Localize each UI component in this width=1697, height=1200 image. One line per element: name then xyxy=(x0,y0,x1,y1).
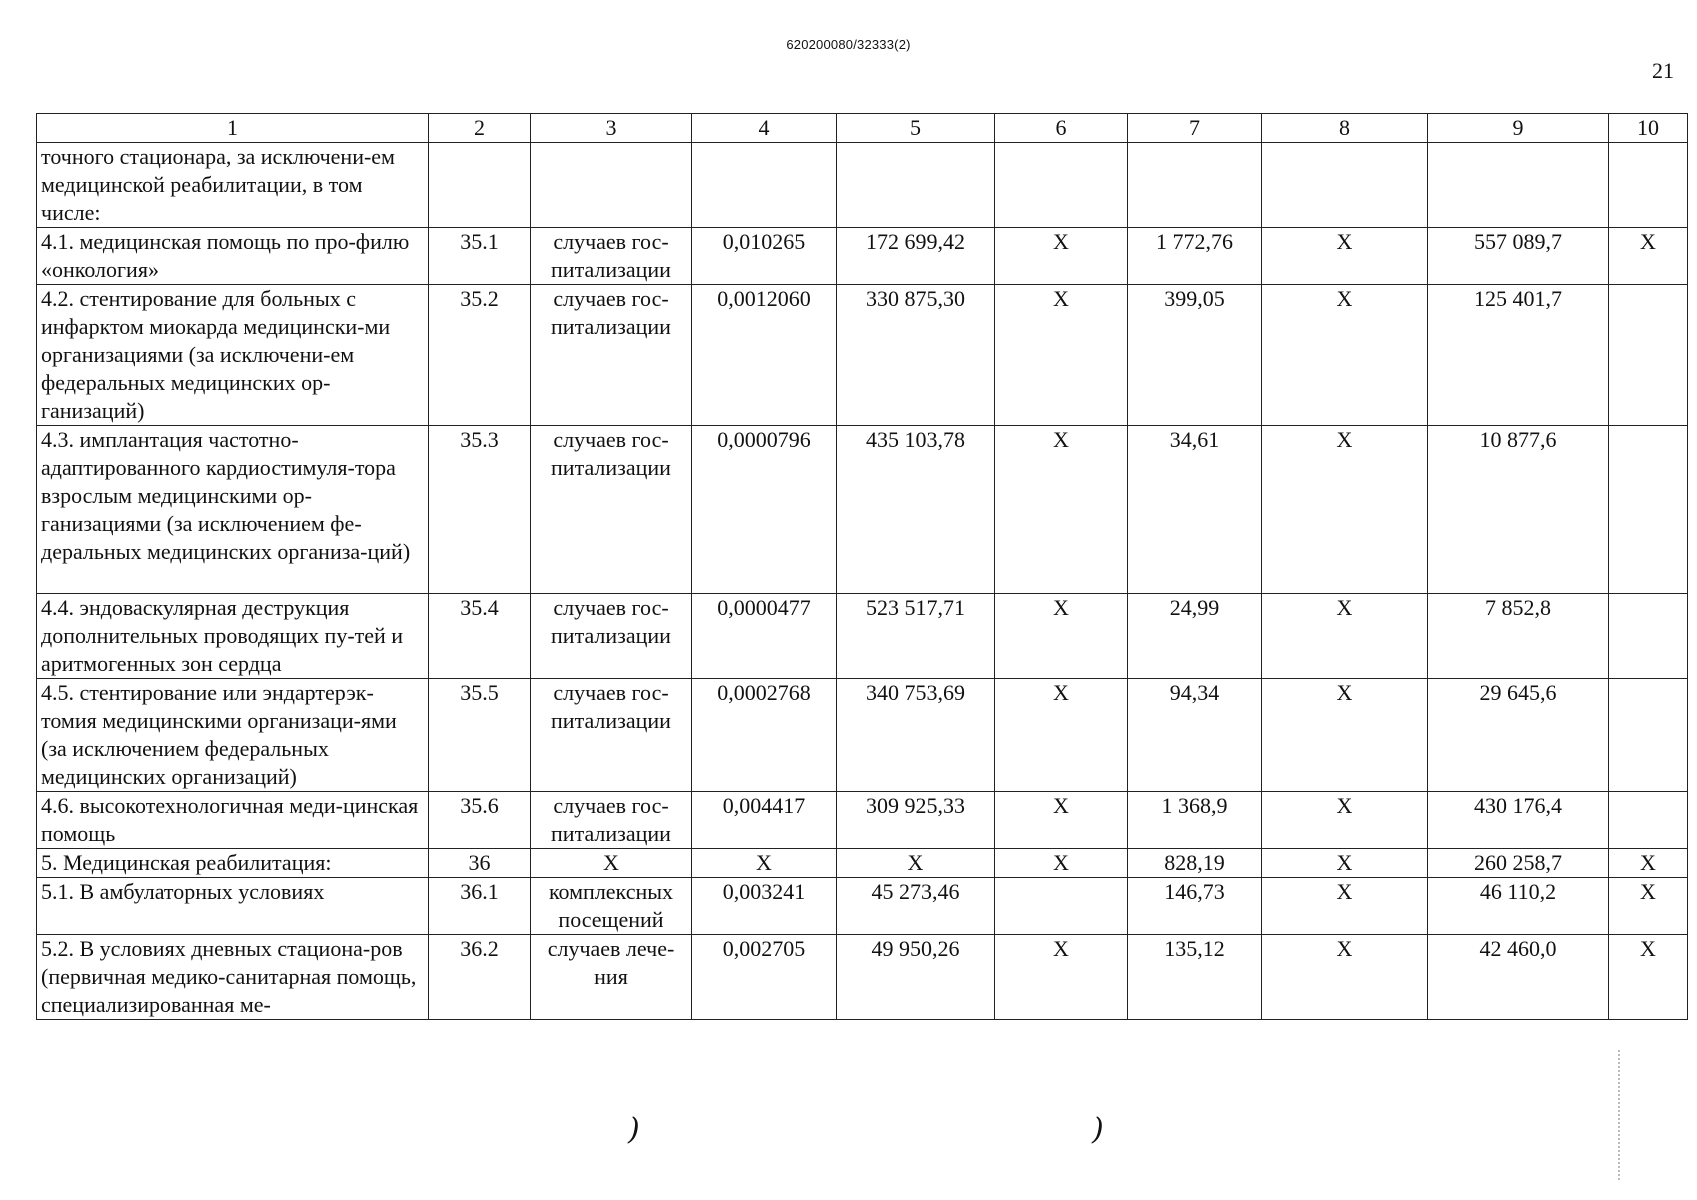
unit-cell: комплексных посещений xyxy=(531,878,692,935)
value-cell: X xyxy=(1609,228,1688,285)
col-header-1: 1 xyxy=(37,114,429,143)
value-cell xyxy=(1609,285,1688,426)
row-label: 4.3. имплантация частотно-адаптированного кардиостимуля-тора взрослым медицинскими ор-ганизациями (за исключением фе-деральных медицинских организа-ций) xyxy=(37,426,429,594)
col-header-2: 2 xyxy=(429,114,531,143)
value-cell: 260 258,7 xyxy=(1428,849,1609,878)
unit-cell: случаев гос-питализации xyxy=(531,285,692,426)
value-cell: 49 950,26 xyxy=(837,935,995,1020)
col-header-4: 4 xyxy=(692,114,837,143)
value-cell xyxy=(837,143,995,228)
scan-artifact-mark: ) xyxy=(1092,1112,1104,1147)
value-cell: X xyxy=(1609,878,1688,935)
value-cell: 146,73 xyxy=(1128,878,1262,935)
value-cell: 34,61 xyxy=(1128,426,1262,594)
value-cell: X xyxy=(995,594,1128,679)
unit-cell: случаев гос-питализации xyxy=(531,679,692,792)
data-table xyxy=(36,113,1688,1020)
value-cell xyxy=(1609,679,1688,792)
value-cell: 0,0012060 xyxy=(692,285,837,426)
row-label: 4.1. медицинская помощь по про-филю «онкология» xyxy=(37,228,429,285)
value-cell xyxy=(1609,143,1688,228)
value-cell: X xyxy=(995,849,1128,878)
value-cell xyxy=(1262,143,1428,228)
value-cell: X xyxy=(1262,878,1428,935)
unit-cell: случаев гос-питализации xyxy=(531,792,692,849)
row-label: 4.4. эндоваскулярная деструкция дополнительных проводящих пу-тей и аритмогенных зон сердца xyxy=(37,594,429,679)
value-cell: 340 753,69 xyxy=(837,679,995,792)
value-cell: 29 645,6 xyxy=(1428,679,1609,792)
value-cell xyxy=(995,878,1128,935)
row-number: 35.2 xyxy=(429,285,531,426)
value-cell xyxy=(692,143,837,228)
value-cell: X xyxy=(692,849,837,878)
value-cell: X xyxy=(995,228,1128,285)
value-cell: X xyxy=(1262,792,1428,849)
value-cell: 523 517,71 xyxy=(837,594,995,679)
value-cell: 0,0000477 xyxy=(692,594,837,679)
value-cell: 1 772,76 xyxy=(1128,228,1262,285)
value-cell xyxy=(1128,143,1262,228)
header-row xyxy=(37,114,1688,143)
value-cell: X xyxy=(837,849,995,878)
value-cell: 0,003241 xyxy=(692,878,837,935)
table-row xyxy=(37,935,1688,1020)
value-cell: 557 089,7 xyxy=(1428,228,1609,285)
scan-edge-dots xyxy=(1618,1050,1624,1180)
value-cell: X xyxy=(995,285,1128,426)
value-cell: 172 699,42 xyxy=(837,228,995,285)
scan-artifact-mark: ) xyxy=(628,1112,640,1147)
value-cell: X xyxy=(995,792,1128,849)
table-row xyxy=(37,143,1688,228)
row-number: 36.2 xyxy=(429,935,531,1020)
table-row xyxy=(37,792,1688,849)
row-label: 4.5. стентирование или эндартерэк-томия медицинскими организаци-ями (за исключением федеральных медицинских организаций) xyxy=(37,679,429,792)
table-row xyxy=(37,878,1688,935)
value-cell: X xyxy=(1262,228,1428,285)
value-cell: 42 460,0 xyxy=(1428,935,1609,1020)
unit-cell: случаев гос-питализации xyxy=(531,426,692,594)
value-cell: 0,010265 xyxy=(692,228,837,285)
value-cell: X xyxy=(995,426,1128,594)
value-cell: 430 176,4 xyxy=(1428,792,1609,849)
row-label: 4.6. высокотехнологичная меди-цинская помощь xyxy=(37,792,429,849)
col-header-10: 10 xyxy=(1609,114,1688,143)
value-cell: X xyxy=(1609,849,1688,878)
unit-cell xyxy=(531,143,692,228)
value-cell: 46 110,2 xyxy=(1428,878,1609,935)
row-label: 5.2. В условиях дневных стациона-ров (первичная медико-санитарная помощь, специализированная ме- xyxy=(37,935,429,1020)
col-header-9: 9 xyxy=(1428,114,1609,143)
value-cell: 330 875,30 xyxy=(837,285,995,426)
row-number: 35.5 xyxy=(429,679,531,792)
value-cell: X xyxy=(1262,426,1428,594)
unit-cell: случаев гос-питализации xyxy=(531,594,692,679)
table-row xyxy=(37,228,1688,285)
value-cell xyxy=(1609,426,1688,594)
value-cell: X xyxy=(1262,935,1428,1020)
value-cell: 0,0002768 xyxy=(692,679,837,792)
value-cell: 125 401,7 xyxy=(1428,285,1609,426)
value-cell: 828,19 xyxy=(1128,849,1262,878)
value-cell: 7 852,8 xyxy=(1428,594,1609,679)
col-header-6: 6 xyxy=(995,114,1128,143)
value-cell: 1 368,9 xyxy=(1128,792,1262,849)
row-number: 36.1 xyxy=(429,878,531,935)
value-cell: X xyxy=(1609,935,1688,1020)
col-header-8: 8 xyxy=(1262,114,1428,143)
value-cell: 0,002705 xyxy=(692,935,837,1020)
col-header-5: 5 xyxy=(837,114,995,143)
value-cell xyxy=(1609,594,1688,679)
value-cell: 24,99 xyxy=(1128,594,1262,679)
col-header-7: 7 xyxy=(1128,114,1262,143)
value-cell xyxy=(995,143,1128,228)
row-label: 4.2. стентирование для больных с инфарктом миокарда медицински-ми организациями (за исключени-ем федеральных медицинских ор-ганизаций) xyxy=(37,285,429,426)
value-cell: 10 877,6 xyxy=(1428,426,1609,594)
table-row xyxy=(37,849,1688,878)
value-cell: 0,0000796 xyxy=(692,426,837,594)
value-cell: 0,004417 xyxy=(692,792,837,849)
value-cell: X xyxy=(1262,594,1428,679)
row-label: точного стационара, за исключени-ем медицинской реабилитации, в том числе: xyxy=(37,143,429,228)
row-label: 5.1. В амбулаторных условиях xyxy=(37,878,429,935)
value-cell: 309 925,33 xyxy=(837,792,995,849)
unit-cell: случаев гос-питализации xyxy=(531,228,692,285)
value-cell: X xyxy=(995,935,1128,1020)
table-row xyxy=(37,594,1688,679)
unit-cell: случаев лече-ния xyxy=(531,935,692,1020)
value-cell: X xyxy=(1262,849,1428,878)
row-number: 36 xyxy=(429,849,531,878)
value-cell xyxy=(1609,792,1688,849)
value-cell: 94,34 xyxy=(1128,679,1262,792)
value-cell xyxy=(1428,143,1609,228)
value-cell: 45 273,46 xyxy=(837,878,995,935)
row-number xyxy=(429,143,531,228)
document-id: 620200080/32333(2) xyxy=(786,37,911,52)
unit-cell: X xyxy=(531,849,692,878)
value-cell: 435 103,78 xyxy=(837,426,995,594)
row-label: 5. Медицинская реабилитация: xyxy=(37,849,429,878)
page-number: 21 xyxy=(1652,58,1674,83)
value-cell: 399,05 xyxy=(1128,285,1262,426)
value-cell: 135,12 xyxy=(1128,935,1262,1020)
value-cell: X xyxy=(1262,679,1428,792)
table-row xyxy=(37,285,1688,426)
row-number: 35.6 xyxy=(429,792,531,849)
row-number: 35.3 xyxy=(429,426,531,594)
value-cell: X xyxy=(995,679,1128,792)
col-header-3: 3 xyxy=(531,114,692,143)
value-cell: X xyxy=(1262,285,1428,426)
row-number: 35.1 xyxy=(429,228,531,285)
row-number: 35.4 xyxy=(429,594,531,679)
table-row xyxy=(37,679,1688,792)
table-row xyxy=(37,426,1688,594)
